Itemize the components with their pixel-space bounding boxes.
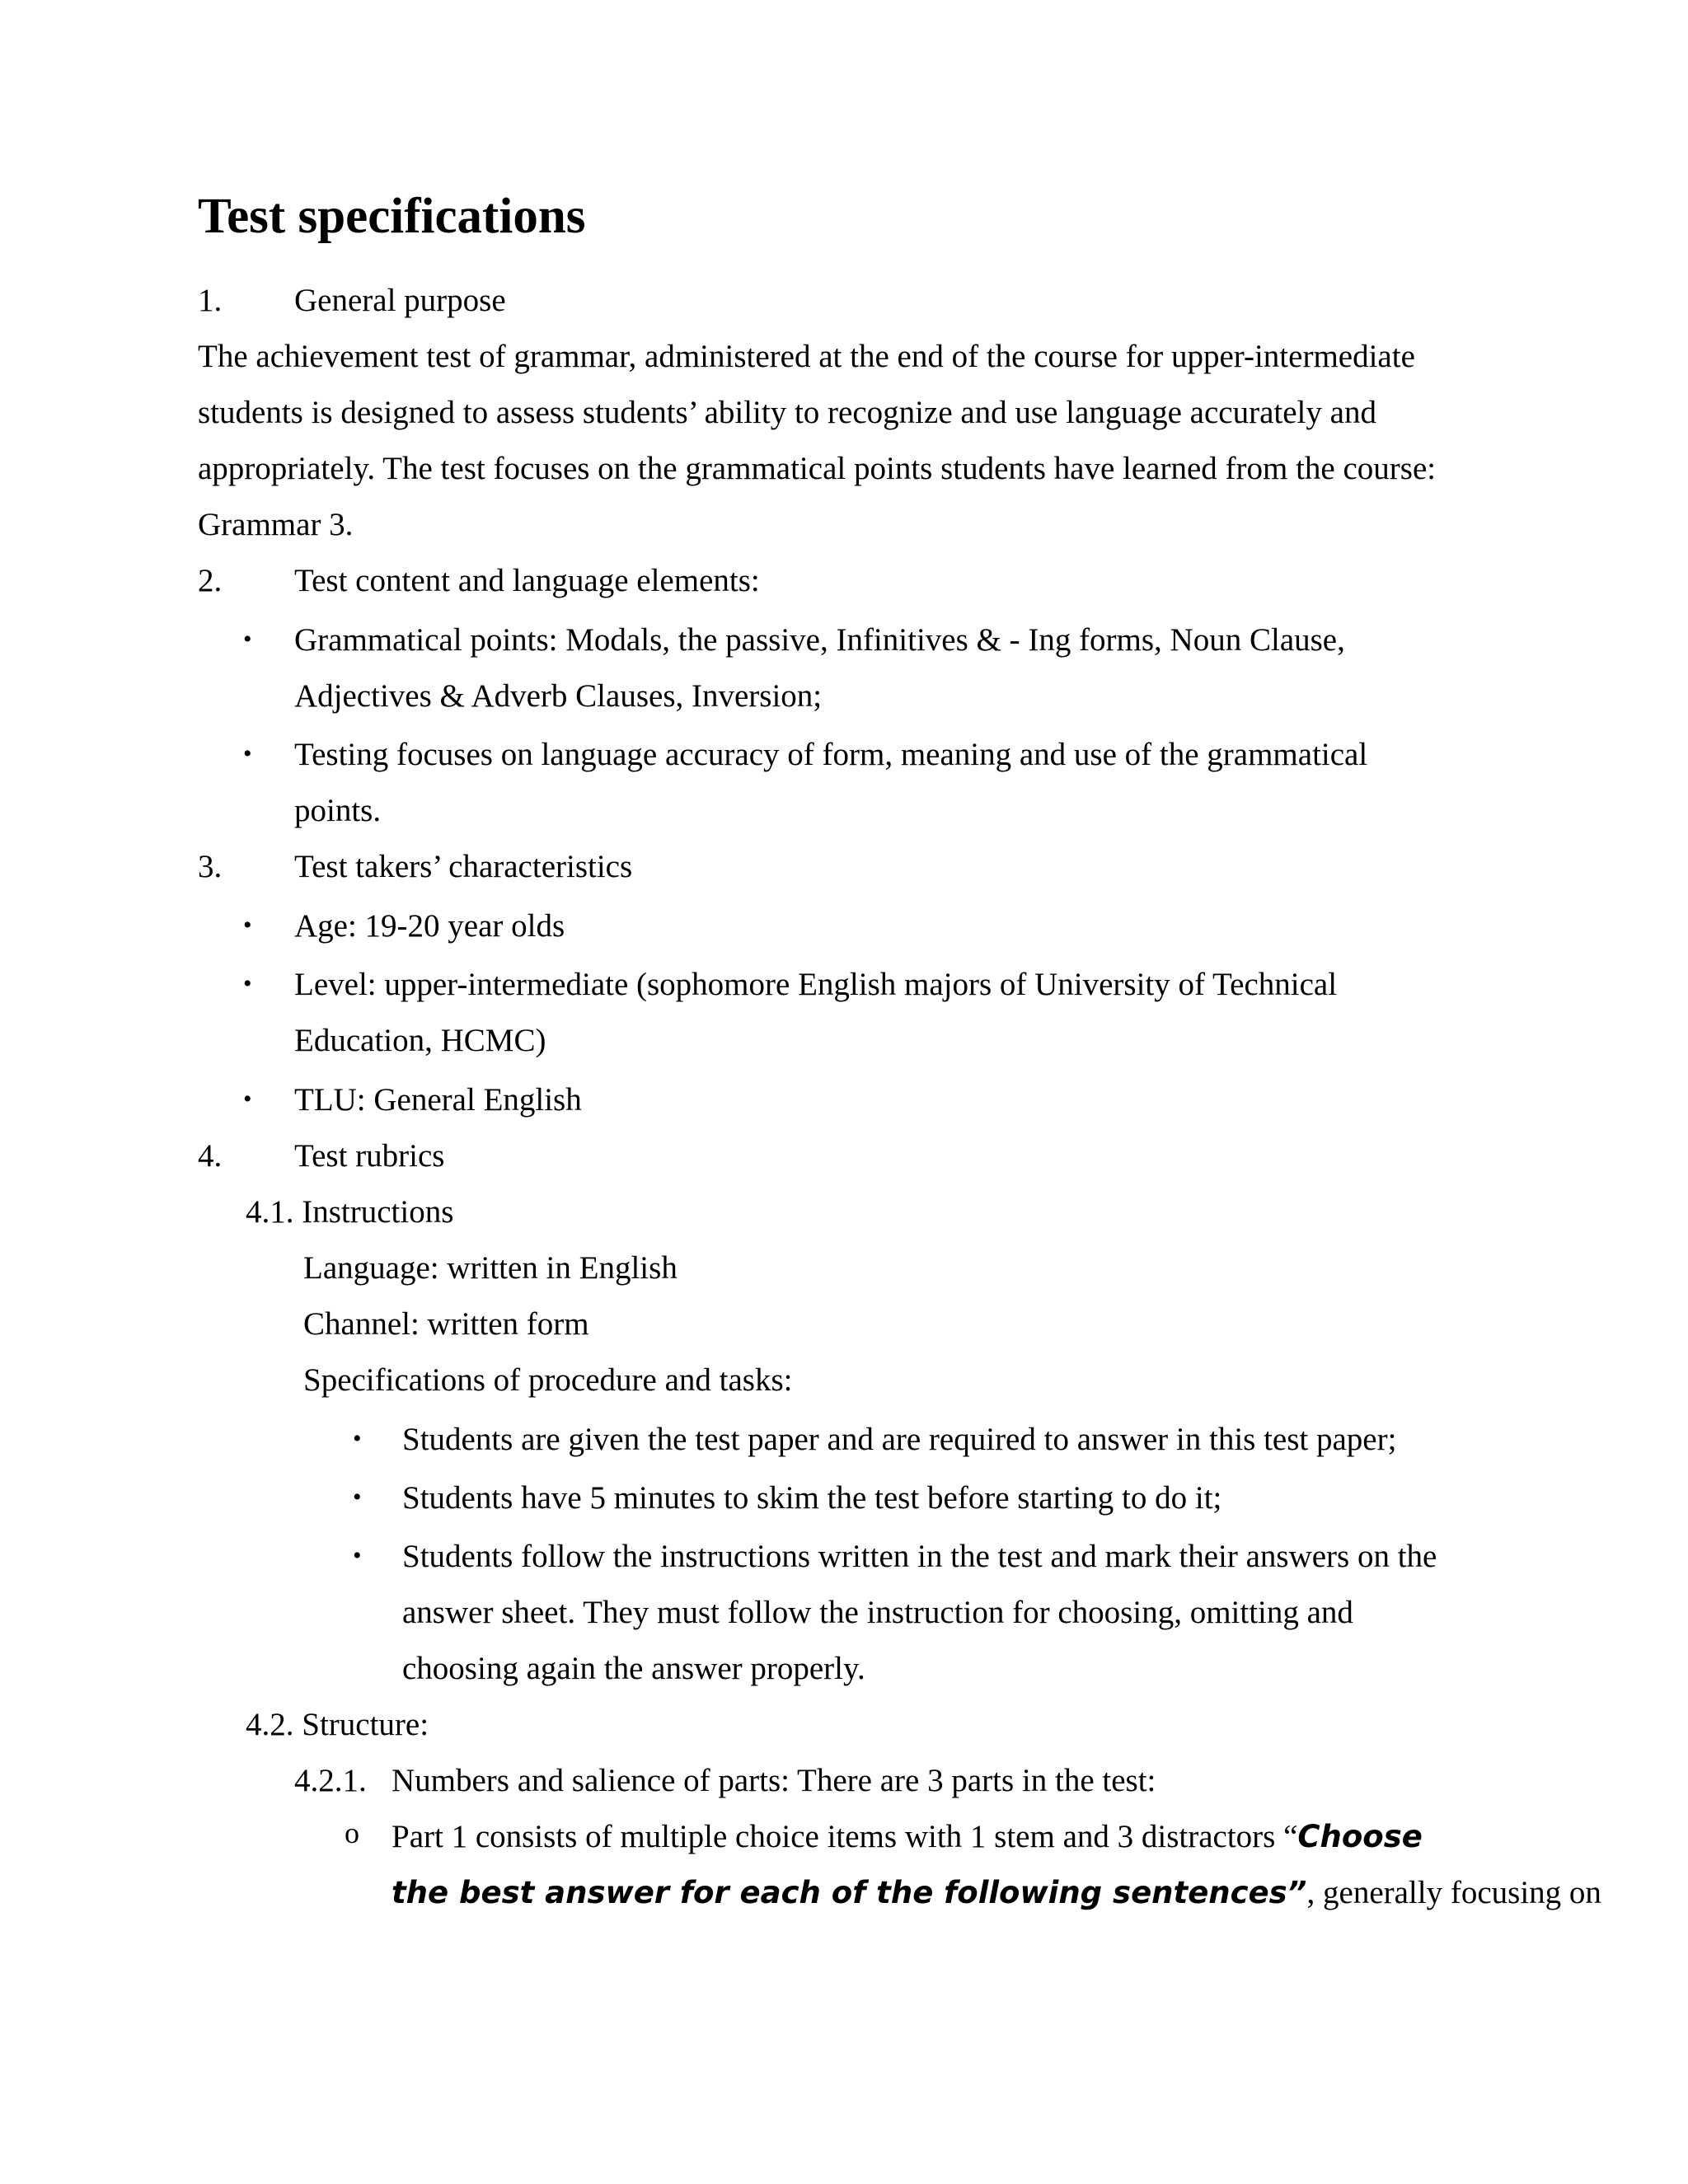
- list-item-continuation: choosing again the answer properly.: [402, 1651, 865, 1686]
- instruction-specifications: Specifications of procedure and tasks:: [303, 1362, 793, 1398]
- subsection-4-1-heading: 4.1. Instructions: [246, 1194, 454, 1230]
- list-item: Students have 5 minutes to skim the test before starting to do it;: [402, 1480, 1222, 1516]
- part-1-description-continuation: [392, 1877, 1601, 1909]
- list-item-continuation: Adjectives & Adverb Clauses, Inversion;: [294, 678, 823, 714]
- subsection-4-2-1-text: Numbers and salience of parts: There are 3 parts in the test:: [392, 1763, 1156, 1798]
- list-item: Students follow the instructions written in the test and mark their answers on the: [402, 1539, 1437, 1574]
- subsection-4-2-1-number: 4.2.1.: [294, 1763, 367, 1798]
- list-item: Students are given the test paper and are required to answer in this test paper;: [402, 1422, 1397, 1457]
- page-title: Test specifications: [198, 189, 586, 244]
- section-4-heading: Test rubrics: [294, 1138, 445, 1174]
- section-1-number: 1.: [198, 283, 223, 318]
- bullet-icon: •: [353, 1542, 362, 1569]
- section-1-paragraph-line: Grammar 3.: [198, 507, 354, 542]
- list-item-continuation: Education, HCMC): [294, 1023, 546, 1058]
- list-item: Testing focuses on language accuracy of form, meaning and use of the grammatical: [294, 737, 1368, 772]
- list-item: Age: 19-20 year olds: [294, 908, 565, 944]
- bullet-icon: •: [243, 626, 252, 653]
- section-1-paragraph-line: students is designed to assess students’ ability to recognize and use language accurately and: [198, 395, 1376, 430]
- list-item-continuation: answer sheet. They must follow the instruction for choosing, omitting and: [402, 1595, 1353, 1630]
- section-1-paragraph-line: appropriately. The test focuses on the grammatical points students have learned from the course:: [198, 451, 1437, 486]
- part-1-description: [392, 1821, 1423, 1853]
- part-1-text: , generally focusing on: [1306, 1875, 1601, 1910]
- section-2-number: 2.: [198, 563, 223, 598]
- section-3-heading: Test takers’ characteristics: [294, 849, 633, 884]
- circle-bullet-icon: o: [345, 1816, 359, 1849]
- list-item-continuation: points.: [294, 793, 382, 828]
- bullet-icon: •: [353, 1425, 362, 1452]
- list-item: Level: upper-intermediate (sophomore English majors of University of Technical: [294, 967, 1338, 1002]
- subsection-4-2-heading: 4.2. Structure:: [246, 1707, 429, 1742]
- part-1-text: Part 1 consists of multiple choice items with 1 stem and 3 distractors “: [392, 1819, 1298, 1854]
- part-1-instruction-emphasis: Choose: [1297, 1819, 1423, 1854]
- section-3-number: 3.: [198, 849, 223, 884]
- bullet-icon: •: [243, 1085, 252, 1113]
- bullet-icon: •: [243, 912, 252, 939]
- bullet-icon: •: [243, 970, 252, 997]
- instruction-channel: Channel: written form: [303, 1306, 589, 1342]
- list-item: TLU: General English: [294, 1082, 582, 1118]
- section-1-heading: General purpose: [294, 283, 506, 318]
- instruction-language: Language: written in English: [303, 1250, 678, 1286]
- bullet-icon: •: [243, 740, 252, 767]
- list-item: Grammatical points: Modals, the passive, Infinitives & - Ing forms, Noun Clause,: [294, 622, 1345, 658]
- section-4-number: 4.: [198, 1138, 223, 1174]
- part-1-instruction-emphasis: the best answer for each of the following sentences”: [392, 1875, 1307, 1910]
- section-2-heading: Test content and language elements:: [294, 563, 760, 598]
- bullet-icon: •: [353, 1483, 362, 1511]
- section-1-paragraph-line: The achievement test of grammar, administered at the end of the course for upper-intermediate: [198, 339, 1415, 374]
